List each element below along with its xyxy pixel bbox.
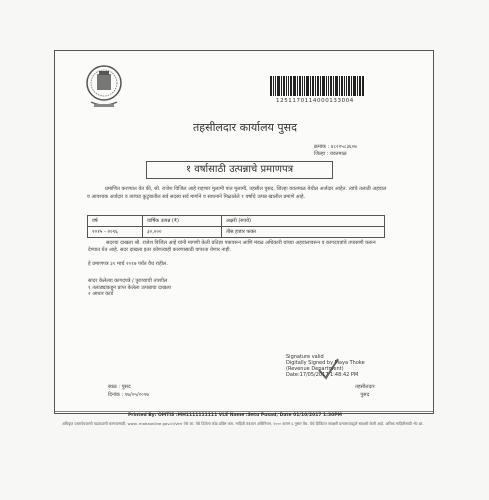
officer-place: पुसद [360,392,370,398]
cell-year: २०१५ - २०१६ [88,227,143,238]
signature-date: Date:17/05/2017 1:48:42 PM [286,372,359,378]
district-label: जिल्हा : [314,151,329,157]
certificate-body: प्रमाणित करण्यात येत की, श्री. राजेश विजिल आहे राहणार मुलामी पात मुलामी, तहसील पुसद, जिल्हा यवतमाळ येथील अर्जदार आहेत. त्यांचे तलाठी अहवाल व आवश्यक अर्जदार व त्यांच्या कुटुंबातील सर्व सदस्य सर्व मार्गाने व साधनाने मिळालेले १ वर्षाचे उत्पन्न खालील प्रमाणे आहे. [87,186,387,200]
footer-divider [55,411,433,412]
col-income: वार्षिक उत्पन्न (₹) [143,216,222,227]
district-value: यवतमाळ [329,151,347,157]
barcode [270,76,378,96]
cell-words: तीस हजार फक्त [222,227,385,238]
barcode-number: 1251170114000133004 [276,98,354,104]
income-table-header [88,216,385,227]
col-words: अक्षरी (रुपये) [222,216,385,227]
cell-income: ३०,००० [143,227,222,238]
signature-dept: (Revenue Department) [286,366,344,372]
list-item: २ आधार कार्ड [88,291,114,297]
place-date: स्थळ : पुसद दिनांक : १७/०५/२०१७ [108,384,149,398]
verification-note: अधिकृत दस्ताऐवजाची पडताळणी करण्यासाठी, www. mahaonline.gov.in/Veri येथे जा. येथे दिलेला कोड प्रविष्ट करा. माहिती तंत्रज्ञान अधिनियम, २००० कलम ६ नुसार वैध. येथे डिजिटल स्वाक्षरी प्रमाणपत्राद्वारे स्वाक्षरी केली आहे. अधिक माहितीसाठी भेट द्या. [62,421,424,426]
office-title: तहसीलदार कार्यालय पुसद [193,121,297,134]
list-item: १ तलाठ्याकडून प्राप्त केलेला उत्पन्नाचा दाखला [88,284,171,291]
number-value: ४८२२५८३६०७ [330,144,357,150]
col-year: वर्ष [88,216,143,227]
number-label: क्रमांक : [314,144,330,150]
documents-title: सादर केलेल्या कागदपत्रे / पुराव्याची तपशील [88,278,168,284]
emblem-icon [83,62,125,110]
signed-by: Digitally Signed by Maya Thoke [286,360,365,366]
digital-signature [286,354,365,378]
income-table [87,215,385,238]
certificate-para2: सदरचा दाखला श्री. राजेश विजिल आहे यांनी मागणी केली प्रतिज्ञा पत्रावरून आणि मंडळ अधिकारी यांच्या अहवालावरून व कागदपत्रांचे तपासणी करून देण्यात येत आहे. सदर दाखला इतर कोणत्याही कारणासाठी वापरता येणार नाही. [88,240,376,253]
certificate-meta [314,144,357,158]
table-row [88,227,385,238]
officer-title: तहसीलदार [355,384,375,390]
documents-list [88,278,171,298]
signature-valid-label: Signature valid [286,354,324,360]
place-label: स्थळ [108,384,117,390]
printed-by: Printed By: OMTIS :MH1111111111 VLE Name :Setu Pusad, Date 01/10/2017 1:30PM [128,413,343,418]
officer-block [355,383,375,399]
certificate-title: १ वर्षासाठी उत्पन्नाचे प्रमाणपत्र [146,161,333,179]
validity-line: हे प्रमाणपत्र ३१ मार्च २०१७ पर्यंत वैध राहील. [88,261,168,267]
date-label: दिनांक [108,392,120,398]
place-value: पुसद [121,384,131,390]
date-value: १७/०५/२०१७ [124,392,149,398]
